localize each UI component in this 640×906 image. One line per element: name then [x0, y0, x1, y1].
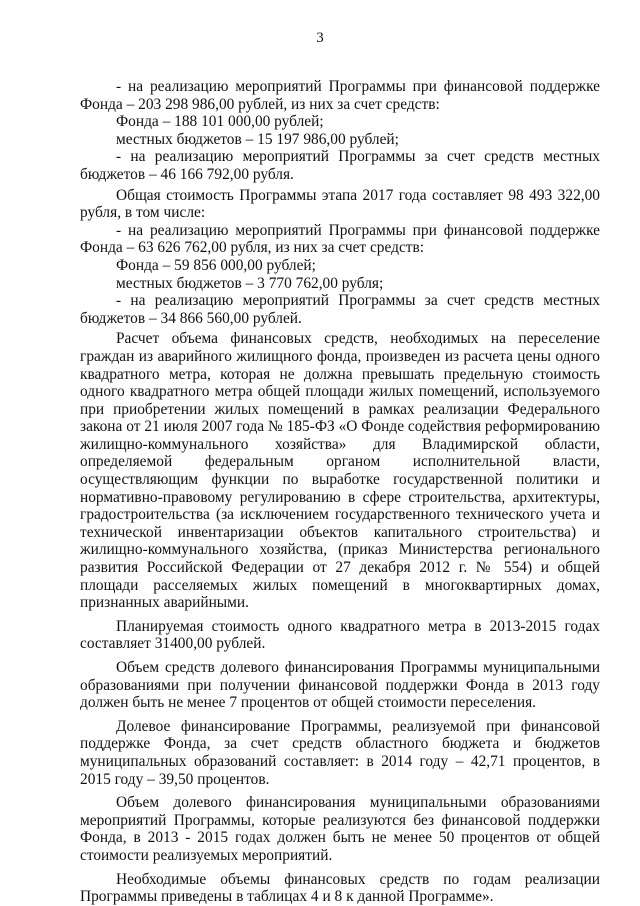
paragraph-fund-amount-2017: Фонда – 59 856 000,00 рублей; — [116, 256, 316, 274]
paragraph-share-without-support: Объем долевого финансирования муниципальными образованиями мероприятий Программы, которые реализуются без финансовой поддержки Фонда, в 2013 - 2015 годах должен быть не менее 50 процентов от общей стоимости реализуемых мероприятий. — [80, 794, 600, 864]
paragraph-share-2014-2015: Долевое финансирование Программы, реализуемой при финансовой поддержке Фонда, за счет средств областного бюджета и бюджетов муниципальных образований составляет: в 2014 году – 42,71 процентов, в 2015 году – 39,50 процентов. — [80, 717, 600, 788]
paragraph-total-cost-2017: Общая стоимость Программы этапа 2017 года составляет 98 493 322,00 рубля, в том числе: — [80, 186, 600, 222]
paragraph-local-budget-amount: местных бюджетов – 15 197 986,00 рублей; — [116, 130, 399, 148]
paragraph-fund-support-2017: - на реализацию мероприятий Программы при финансовой поддержке Фонда – 63 626 762,00 рубля, из них за счет средств: — [80, 221, 600, 257]
paragraph-local-budget-amount-2017: местных бюджетов – 3 770 762,00 рубля; — [116, 274, 384, 292]
paragraph-planned-cost: Планируемая стоимость одного квадратного метра в 2013-2015 годах составляет 31400,00 рублей. — [80, 617, 600, 653]
document-body — [80, 78, 600, 906]
paragraph-fund-amount: Фонда – 188 101 000,00 рублей; — [116, 113, 324, 131]
paragraph-fund-support-2016: - на реализацию мероприятий Программы при финансовой поддержке Фонда – 203 298 986,00 рублей, из них за счет средств: — [80, 78, 600, 113]
paragraph-local-budget-only-2017: - на реализацию мероприятий Программы за счет средств местных бюджетов – 34 866 560,00 рублей. — [80, 292, 600, 327]
paragraph-tables-reference: Необходимые объемы финансовых средств по годам реализации Программы приведены в таблицах 4 и 8 к данной Программе». — [80, 870, 600, 906]
page-number: 3 — [316, 30, 324, 46]
paragraph-calculation-method: Расчет объема финансовых средств, необходимых на переселение граждан из аварийного жилищного фонда, произведен из расчета цены одного квадратного метра, которая не должна превышать предельную стоимость одного квадратного метра общей площади жилых помещений, используемого при приобретении жилых помещений в рамках реализации Федерального закона от 21 июля 2007 года № 185-ФЗ «О Фонде содействия реформированию жилищно-коммунального хозяйства» для Владимирской области, определяемой федеральным органом исполнительной власти, осуществляющим функции по выработке государственной политики и нормативно-правовому регулированию в сфере строительства, архитектуры, градостроительства (за исключением государственного технического учета и технической инвентаризации объектов капитального строительства) и жилищно-коммунального хозяйства, (приказ Министерства регионального развития Российской Федерации от 27 декабря 2012 г. № 554) и общей площади расселяемых жилых помещений в многоквартирных домах, признанных аварийными. — [80, 330, 600, 612]
paragraph-local-budget-only: - на реализацию мероприятий Программы за счет средств местных бюджетов – 46 166 792,00 рубля. — [80, 148, 600, 183]
paragraph-share-2013: Объем средств долевого финансирования Программы муниципальными образованиями при получении финансовой поддержки Фонда в 2013 году должен быть не менее 7 процентов от общей стоимости переселения. — [80, 659, 600, 712]
